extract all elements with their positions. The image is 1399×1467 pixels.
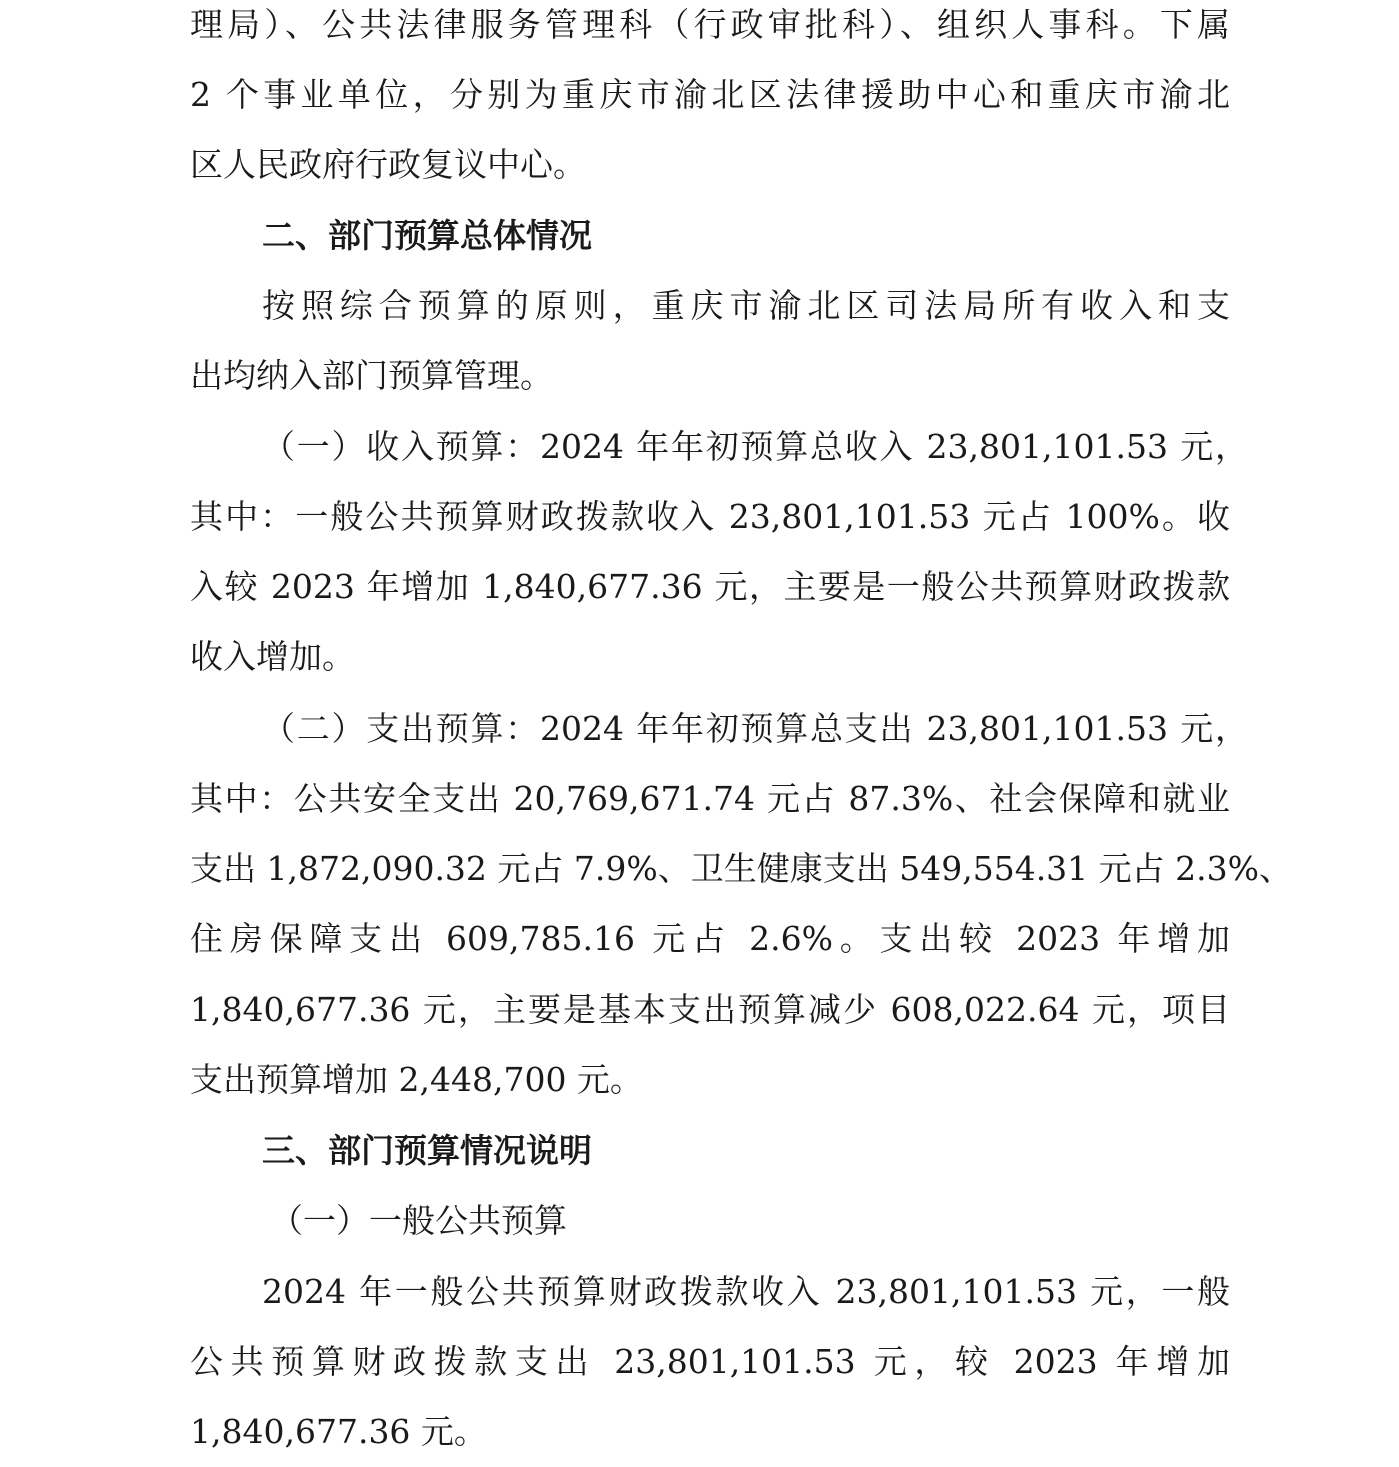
paragraph-line: 公共预算财政拨款支出 23,801,101.53 元，较 2023 年增加: [190, 1342, 1230, 1381]
paragraph-line: 其中：一般公共预算财政拨款收入 23,801,101.53 元占 100%。收: [190, 497, 1230, 536]
paragraph-line: 2 个事业单位，分别为重庆市渝北区法律援助中心和重庆市渝北: [190, 75, 1230, 114]
paragraph-line: 区人民政府行政复议中心。: [190, 145, 586, 184]
section-heading: 二、部门预算总体情况: [262, 216, 592, 255]
paragraph-line: 2024 年一般公共预算财政拨款收入 23,801,101.53 元，一般: [262, 1272, 1230, 1311]
paragraph-line: 1,840,677.36 元，主要是基本支出预算减少 608,022.64 元，项目: [190, 990, 1230, 1029]
paragraph-line: （一）收入预算：2024 年年初预算总收入 23,801,101.53 元，: [262, 427, 1248, 466]
paragraph-line: 住房保障支出 609,785.16 元占 2.6%。支出较 2023 年增加: [190, 919, 1230, 958]
paragraph-line: 收入增加。: [190, 637, 355, 676]
section-heading: 三、部门预算情况说明: [262, 1131, 592, 1170]
paragraph-line: 1,840,677.36 元。: [190, 1412, 487, 1451]
paragraph-line: 出均纳入部门预算管理。: [190, 356, 553, 395]
paragraph-line: 入较 2023 年增加 1,840,677.36 元，主要是一般公共预算财政拨款: [190, 567, 1230, 606]
paragraph-line: 理局）、公共法律服务管理科（行政审批科）、组织人事科。下属: [190, 5, 1230, 44]
subsection-heading: （一）一般公共预算: [270, 1201, 567, 1240]
paragraph-line: 支出 1,872,090.32 元占 7.9%、卫生健康支出 549,554.31 元占 2.3%、: [190, 849, 1292, 888]
paragraph-line: （二）支出预算：2024 年年初预算总支出 23,801,101.53 元，: [262, 709, 1248, 748]
paragraph-line: 按照综合预算的原则，重庆市渝北区司法局所有收入和支: [262, 286, 1230, 325]
paragraph-line: 其中：公共安全支出 20,769,671.74 元占 87.3%、社会保障和就业: [190, 779, 1230, 818]
paragraph-line: 支出预算增加 2,448,700 元。: [190, 1060, 643, 1099]
